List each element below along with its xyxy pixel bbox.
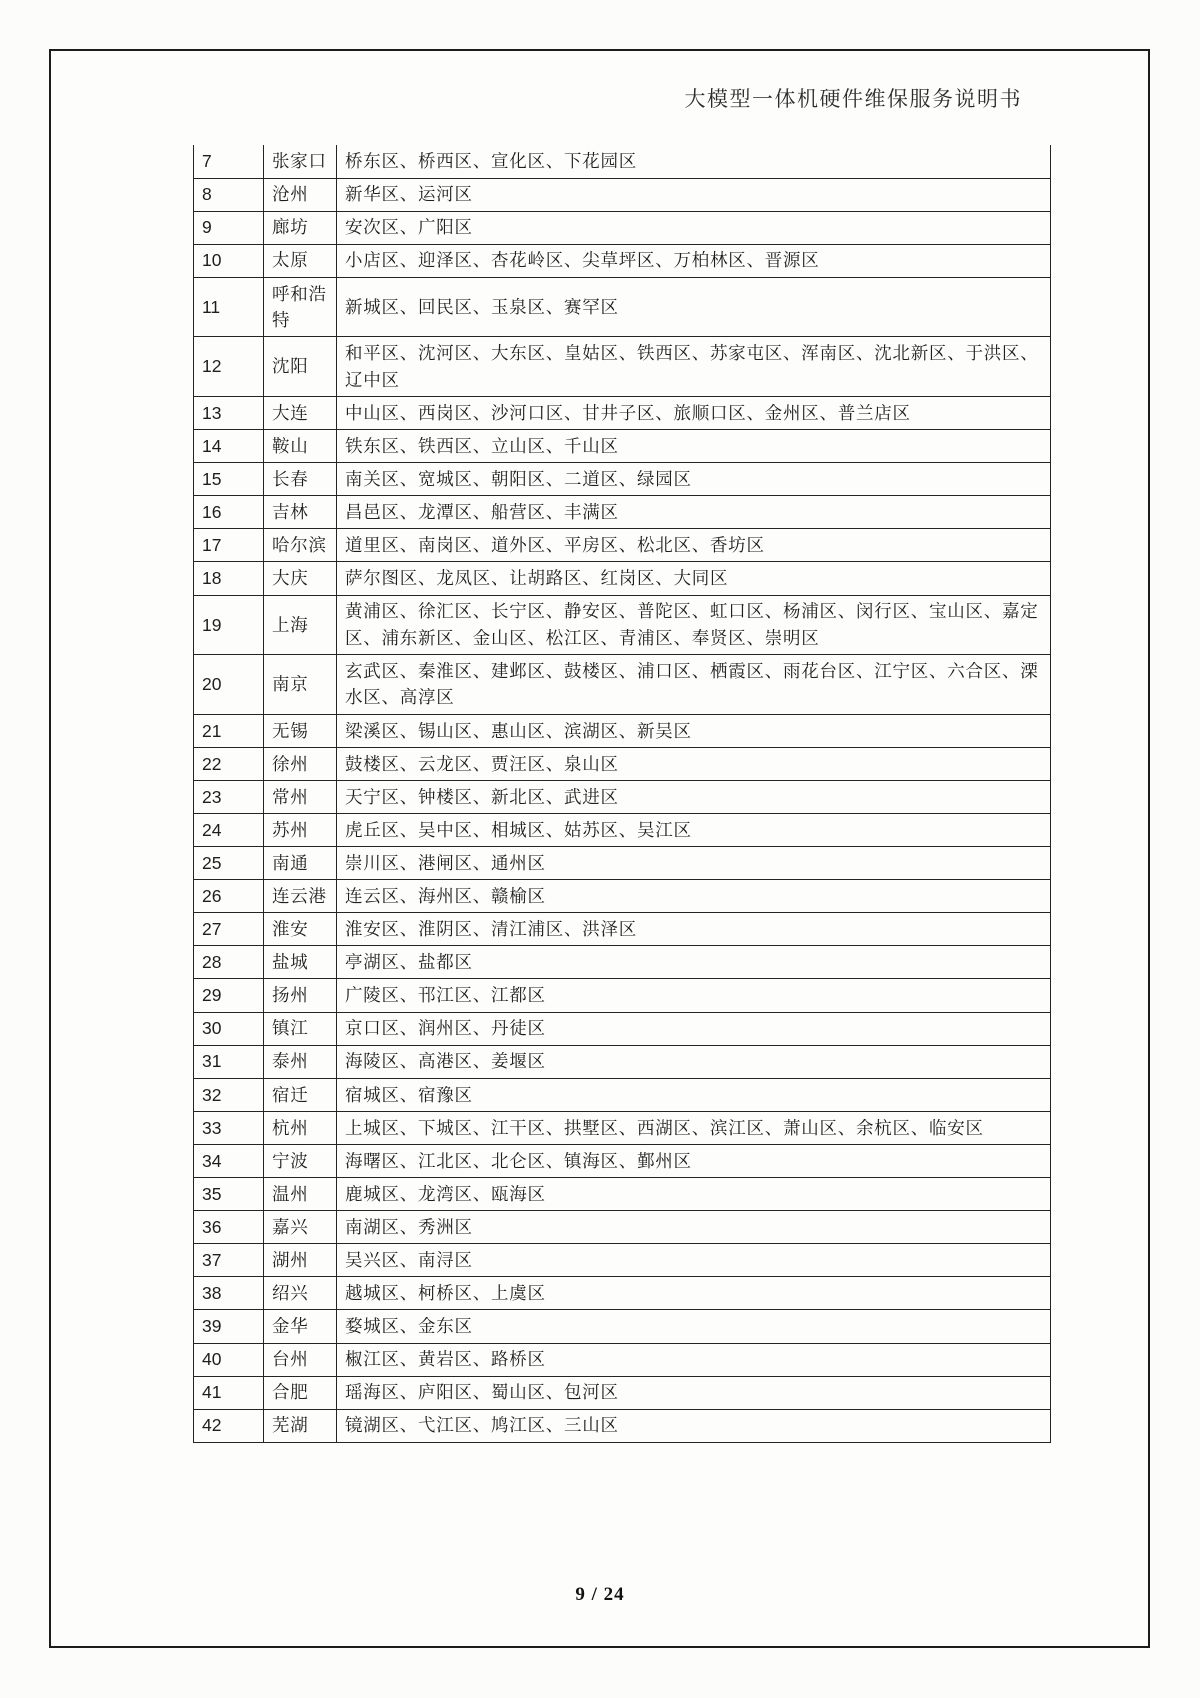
city-cell: 泰州	[264, 1045, 337, 1078]
table-row	[194, 463, 1051, 496]
districts-cell: 吴兴区、南浔区	[337, 1244, 1051, 1277]
row-index-cell: 23	[194, 780, 264, 813]
city-cell: 合肥	[264, 1376, 337, 1409]
city-cell: 呼和浩特	[264, 277, 337, 337]
row-index-cell: 21	[194, 714, 264, 747]
city-cell: 湖州	[264, 1244, 337, 1277]
districts-cell: 萨尔图区、龙凤区、让胡路区、红岗区、大同区	[337, 562, 1051, 595]
districts-cell: 瑶海区、庐阳区、蜀山区、包河区	[337, 1376, 1051, 1409]
city-cell: 南京	[264, 655, 337, 715]
row-index-cell: 9	[194, 211, 264, 244]
table-row	[194, 655, 1051, 715]
city-cell: 芜湖	[264, 1409, 337, 1442]
row-index-cell: 38	[194, 1277, 264, 1310]
row-index-cell: 12	[194, 337, 264, 397]
table-row	[194, 337, 1051, 397]
row-index-cell: 34	[194, 1144, 264, 1177]
city-cell: 连云港	[264, 880, 337, 913]
service-coverage-table-body	[194, 145, 1051, 1442]
table-row	[194, 396, 1051, 429]
table-row	[194, 1409, 1051, 1442]
row-index-cell: 16	[194, 496, 264, 529]
districts-cell: 京口区、润州区、丹徒区	[337, 1012, 1051, 1045]
city-cell: 温州	[264, 1178, 337, 1211]
table-row	[194, 211, 1051, 244]
row-index-cell: 31	[194, 1045, 264, 1078]
table-row	[194, 1078, 1051, 1111]
city-cell: 哈尔滨	[264, 529, 337, 562]
districts-cell: 鼓楼区、云龙区、贾汪区、泉山区	[337, 747, 1051, 780]
table-row	[194, 430, 1051, 463]
districts-cell: 广陵区、邗江区、江都区	[337, 979, 1051, 1012]
table-row	[194, 714, 1051, 747]
row-index-cell: 40	[194, 1343, 264, 1376]
table-row	[194, 562, 1051, 595]
table-row	[194, 496, 1051, 529]
districts-cell: 宿城区、宿豫区	[337, 1078, 1051, 1111]
row-index-cell: 33	[194, 1111, 264, 1144]
districts-cell: 梁溪区、锡山区、惠山区、滨湖区、新吴区	[337, 714, 1051, 747]
row-index-cell: 28	[194, 946, 264, 979]
city-cell: 扬州	[264, 979, 337, 1012]
city-cell: 台州	[264, 1343, 337, 1376]
city-cell: 上海	[264, 595, 337, 655]
districts-cell: 和平区、沈河区、大东区、皇姑区、铁西区、苏家屯区、浑南区、沈北新区、于洪区、辽中区	[337, 337, 1051, 397]
document-header	[0, 83, 1022, 113]
table-row	[194, 1111, 1051, 1144]
row-index-cell: 30	[194, 1012, 264, 1045]
page-number: 9 / 24	[575, 1584, 625, 1605]
city-cell: 常州	[264, 780, 337, 813]
city-cell: 吉林	[264, 496, 337, 529]
city-cell: 金华	[264, 1310, 337, 1343]
districts-cell: 昌邑区、龙潭区、船营区、丰满区	[337, 496, 1051, 529]
table-row	[194, 979, 1051, 1012]
row-index-cell: 19	[194, 595, 264, 655]
table-row	[194, 847, 1051, 880]
city-cell: 沧州	[264, 178, 337, 211]
row-index-cell: 8	[194, 178, 264, 211]
city-cell: 杭州	[264, 1111, 337, 1144]
districts-cell: 新华区、运河区	[337, 178, 1051, 211]
city-cell: 苏州	[264, 814, 337, 847]
districts-cell: 道里区、南岗区、道外区、平房区、松北区、香坊区	[337, 529, 1051, 562]
districts-cell: 镜湖区、弋江区、鸠江区、三山区	[337, 1409, 1051, 1442]
table-row	[194, 178, 1051, 211]
city-cell: 南通	[264, 847, 337, 880]
city-cell: 大连	[264, 396, 337, 429]
table-row	[194, 277, 1051, 337]
table-row	[194, 1045, 1051, 1078]
table-row	[194, 1343, 1051, 1376]
table-row	[194, 529, 1051, 562]
districts-cell: 铁东区、铁西区、立山区、千山区	[337, 430, 1051, 463]
table-row	[194, 814, 1051, 847]
table-row	[194, 1211, 1051, 1244]
row-index-cell: 35	[194, 1178, 264, 1211]
city-cell: 张家口	[264, 145, 337, 178]
city-cell: 大庆	[264, 562, 337, 595]
table-row	[194, 747, 1051, 780]
city-cell: 绍兴	[264, 1277, 337, 1310]
city-cell: 宿迁	[264, 1078, 337, 1111]
districts-cell: 海曙区、江北区、北仑区、镇海区、鄞州区	[337, 1144, 1051, 1177]
city-cell: 长春	[264, 463, 337, 496]
table-row	[194, 595, 1051, 655]
city-cell: 嘉兴	[264, 1211, 337, 1244]
table-row	[194, 880, 1051, 913]
districts-cell: 黄浦区、徐汇区、长宁区、静安区、普陀区、虹口区、杨浦区、闵行区、宝山区、嘉定区、浦东新区、金山区、松江区、青浦区、奉贤区、崇明区	[337, 595, 1051, 655]
table-row	[194, 1376, 1051, 1409]
row-index-cell: 13	[194, 396, 264, 429]
row-index-cell: 17	[194, 529, 264, 562]
districts-cell: 南关区、宽城区、朝阳区、二道区、绿园区	[337, 463, 1051, 496]
row-index-cell: 26	[194, 880, 264, 913]
service-coverage-table	[193, 145, 1051, 1443]
row-index-cell: 14	[194, 430, 264, 463]
page-footer	[0, 1584, 1200, 1606]
row-index-cell: 42	[194, 1409, 264, 1442]
row-index-cell: 27	[194, 913, 264, 946]
districts-cell: 越城区、柯桥区、上虞区	[337, 1277, 1051, 1310]
table-row	[194, 1012, 1051, 1045]
districts-cell: 鹿城区、龙湾区、瓯海区	[337, 1178, 1051, 1211]
districts-cell: 婺城区、金东区	[337, 1310, 1051, 1343]
districts-cell: 崇川区、港闸区、通州区	[337, 847, 1051, 880]
table-row	[194, 780, 1051, 813]
table-row	[194, 1244, 1051, 1277]
table-row	[194, 946, 1051, 979]
row-index-cell: 15	[194, 463, 264, 496]
city-cell: 无锡	[264, 714, 337, 747]
districts-cell: 天宁区、钟楼区、新北区、武进区	[337, 780, 1051, 813]
row-index-cell: 39	[194, 1310, 264, 1343]
districts-cell: 椒江区、黄岩区、路桥区	[337, 1343, 1051, 1376]
row-index-cell: 36	[194, 1211, 264, 1244]
row-index-cell: 24	[194, 814, 264, 847]
row-index-cell: 29	[194, 979, 264, 1012]
row-index-cell: 22	[194, 747, 264, 780]
city-cell: 徐州	[264, 747, 337, 780]
districts-cell: 虎丘区、吴中区、相城区、姑苏区、吴江区	[337, 814, 1051, 847]
table-row	[194, 1277, 1051, 1310]
row-index-cell: 25	[194, 847, 264, 880]
row-index-cell: 7	[194, 145, 264, 178]
table-row	[194, 145, 1051, 178]
city-cell: 沈阳	[264, 337, 337, 397]
table-row	[194, 1310, 1051, 1343]
districts-cell: 海陵区、高港区、姜堰区	[337, 1045, 1051, 1078]
city-cell: 盐城	[264, 946, 337, 979]
city-cell: 淮安	[264, 913, 337, 946]
city-cell: 鞍山	[264, 430, 337, 463]
districts-cell: 玄武区、秦淮区、建邺区、鼓楼区、浦口区、栖霞区、雨花台区、江宁区、六合区、溧水区、高淳区	[337, 655, 1051, 715]
districts-cell: 小店区、迎泽区、杏花岭区、尖草坪区、万柏林区、晋源区	[337, 244, 1051, 277]
table-row	[194, 1178, 1051, 1211]
districts-cell: 新城区、回民区、玉泉区、赛罕区	[337, 277, 1051, 337]
table-row	[194, 913, 1051, 946]
city-cell: 太原	[264, 244, 337, 277]
districts-cell: 安次区、广阳区	[337, 211, 1051, 244]
row-index-cell: 18	[194, 562, 264, 595]
districts-cell: 中山区、西岗区、沙河口区、甘井子区、旅顺口区、金州区、普兰店区	[337, 396, 1051, 429]
districts-cell: 淮安区、淮阴区、清江浦区、洪泽区	[337, 913, 1051, 946]
districts-cell: 亭湖区、盐都区	[337, 946, 1051, 979]
city-cell: 宁波	[264, 1144, 337, 1177]
row-index-cell: 11	[194, 277, 264, 337]
row-index-cell: 37	[194, 1244, 264, 1277]
districts-cell: 桥东区、桥西区、宣化区、下花园区	[337, 145, 1051, 178]
city-cell: 廊坊	[264, 211, 337, 244]
row-index-cell: 20	[194, 655, 264, 715]
city-cell: 镇江	[264, 1012, 337, 1045]
districts-cell: 南湖区、秀洲区	[337, 1211, 1051, 1244]
document-title: 大模型一体机硬件维保服务说明书	[684, 87, 1022, 111]
districts-cell: 连云区、海州区、赣榆区	[337, 880, 1051, 913]
table-row	[194, 1144, 1051, 1177]
row-index-cell: 10	[194, 244, 264, 277]
row-index-cell: 32	[194, 1078, 264, 1111]
row-index-cell: 41	[194, 1376, 264, 1409]
districts-cell: 上城区、下城区、江干区、拱墅区、西湖区、滨江区、萧山区、余杭区、临安区	[337, 1111, 1051, 1144]
table-row	[194, 244, 1051, 277]
